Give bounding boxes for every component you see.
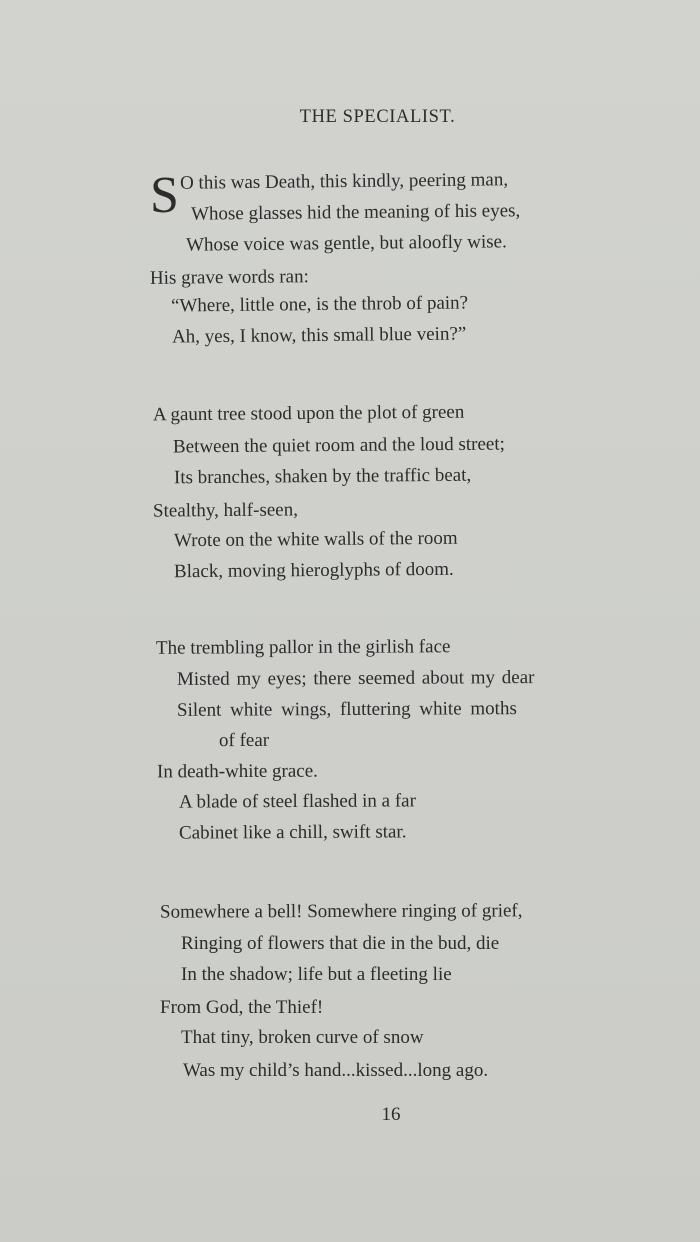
poem-line: of fear [218,729,270,752]
poem-line: Ringing of flowers that die in the bud, die [181,933,500,954]
poem-line: O this was Death, this kindly, peering man, [179,169,509,194]
poem-line: Its branches, shaken by the traffic beat, [173,464,472,489]
poem-line: Stealthy, half-seen, [152,499,299,522]
poem-line: Ah, yes, I know, this small blue vein?” [171,323,467,348]
poem-title: THE SPECIALIST. [299,107,456,127]
poem-line: His grave words ran: [149,266,309,289]
poem-line: Between the quiet room and the loud street; [172,433,505,458]
drop-cap: S [150,167,179,224]
poem-line: In the shadow; life but a fleeting lie [181,964,452,985]
page-number: 16 [381,1104,401,1125]
poem-line: A blade of steel flashed in a far [178,790,416,813]
poem-line: Misted my eyes; there seemed about my dear [176,667,535,690]
poem-line: Somewhere a bell! Somewhere ringing of grief, [159,900,523,923]
poem-line: Was my child’s hand...kissed...long ago. [183,1060,489,1081]
poem-line: Whose voice was gentle, but aloofly wise. [185,231,507,256]
poem-line: Whose glasses hid the meaning of his eyes, [190,200,521,225]
poem-line: The trembling pallor in the girlish face [155,636,451,659]
poem-line: Black, moving hieroglyphs of doom. [173,558,454,583]
poem-line: In death-white grace. [156,760,318,783]
poem-line: Silent white wings, fluttering white moths [176,698,517,721]
poem-line: A gaunt tree stood upon the plot of green [152,401,465,426]
poem-line: “Where, little one, is the throb of pain? [170,292,469,317]
poem-line: Wrote on the white walls of the room [173,527,458,552]
poem-line: From God, the Thief! [160,997,324,1018]
poem-line: That tiny, broken curve of snow [181,1027,424,1048]
poem-line: Cabinet like a chill, swift star. [178,821,407,844]
